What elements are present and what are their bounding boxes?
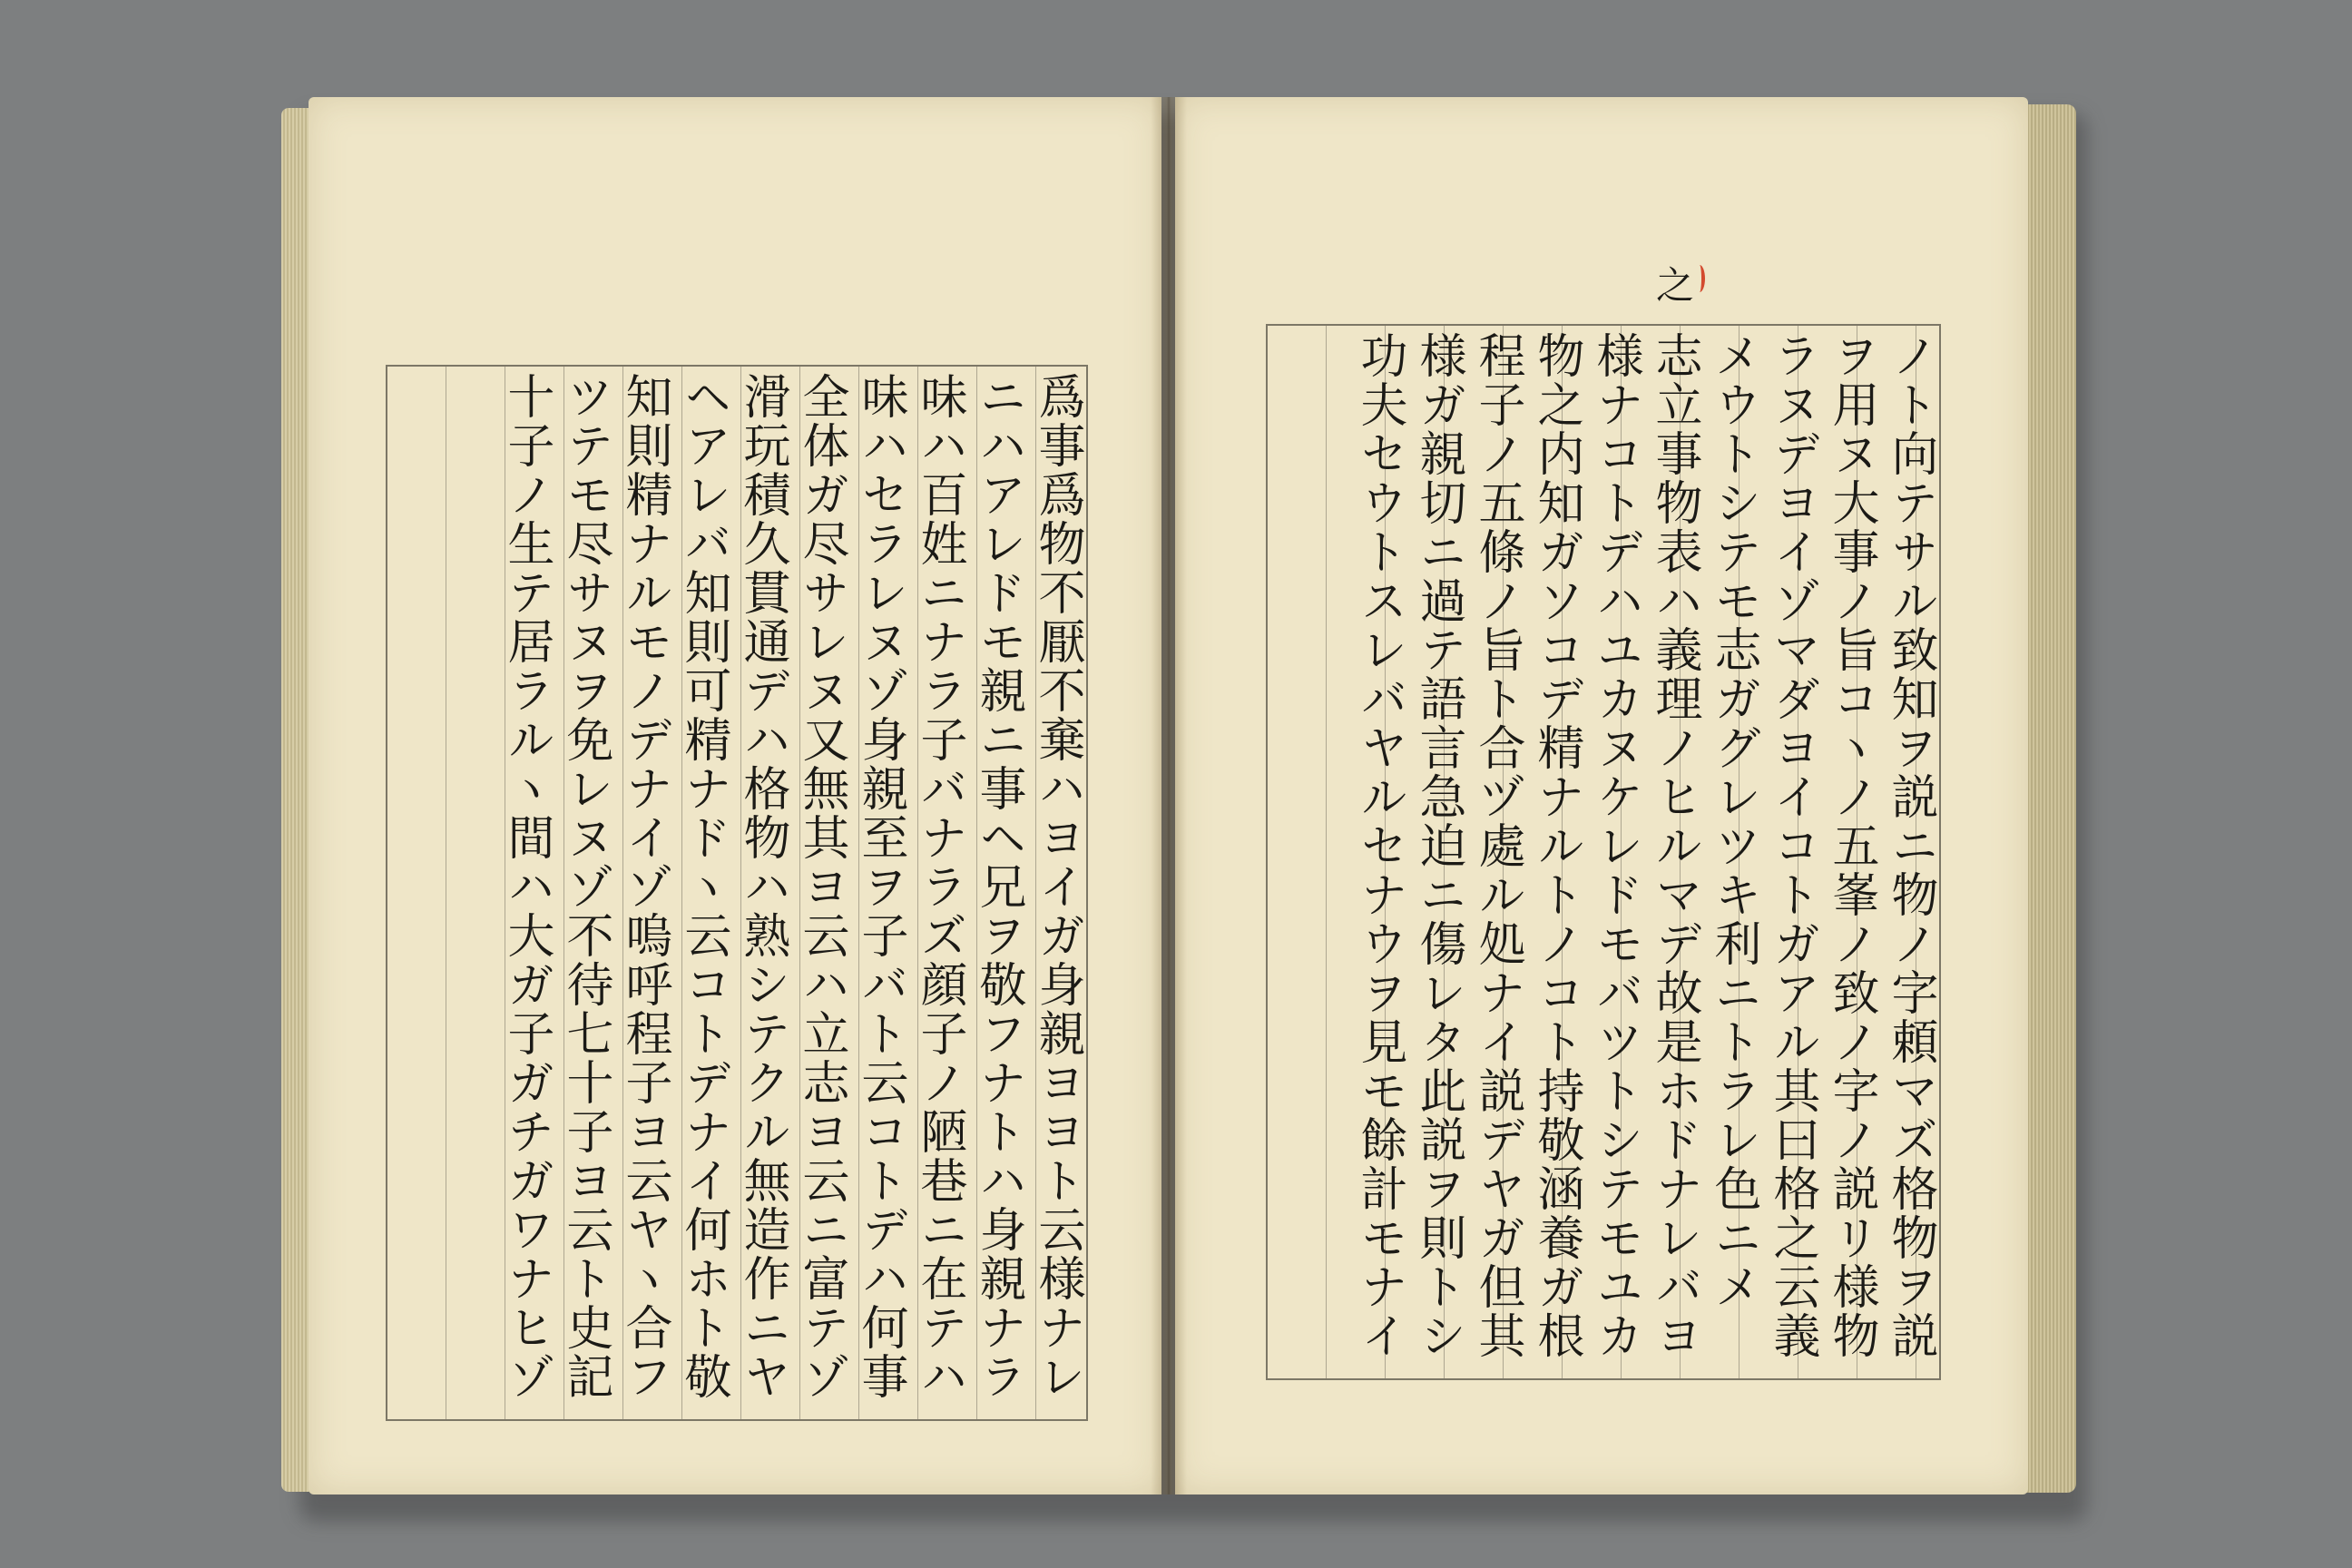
left-page-text-column-10: 十子ノ生テ居ラルヽ間ハ大ガ子ガチガワナヒゾ (499, 372, 554, 1401)
left-text-frame (386, 365, 1088, 1421)
left-page-text-column-2: ニハアレドモ親ニ事ヘ兄ヲ敬フナトハ身親ナラ (971, 372, 1025, 1401)
right-page-edges (2025, 104, 2076, 1493)
right-page-text-column-9: 様ガ親切ニ過テ語言急迫ニ傷レタ此説ヲ則トシ (1411, 331, 1465, 1360)
left-page-text-column-4: 味ハセラレヌゾ身親至ヲ子バト云コトデハ何事 (853, 372, 907, 1401)
right-page-text-column-1: ノト向テサル致知ヲ説ニ物ノ字頼マズ格物ヲ説 (1883, 331, 1937, 1360)
right-page-text-column-5: 志立事物表ハ義理ノヒルマデ故是ホドナレバヨ (1647, 331, 1701, 1360)
left-columns (387, 367, 1086, 1419)
right-page-text-column-6: 様ナコトデハユカヌケレドモバツトシテモユカ (1588, 331, 1642, 1360)
left-page-text-column-3: 味ハ百姓ニナラ子バナラズ顔子ノ陋巷ニ在テハ (912, 372, 966, 1401)
book-gutter (1151, 97, 1187, 1494)
section-marker-red-mark (1694, 265, 1705, 292)
right-page-text-column-4: メウトシテモ志ガグレツキ利ニトラレ色ニメ (1706, 331, 1760, 1311)
right-text-frame (1266, 324, 1941, 1380)
left-page-text-column-5: 全体ガ尽サレヌ又無其ヨ云ハ立志ヨ云ニ富テゾ (794, 372, 848, 1401)
right-page-text-column-8: 程子ノ五條ノ旨ト合ヅ處ル処ナイ説デヤガ但其 (1470, 331, 1524, 1360)
right-page-text-column-10: 功夫セウトスレバヤルセナウヲ見モ餘計モナイ (1352, 331, 1406, 1360)
section-marker: 之 (1656, 263, 1695, 308)
right-page (1175, 97, 2028, 1494)
right-columns (1268, 326, 1939, 1378)
left-page-text-column-6: 滑玩積久貫通デハ格物ハ熟シテクル無造作ニヤ (735, 372, 789, 1401)
left-page (309, 97, 1161, 1494)
open-book (281, 86, 2078, 1511)
left-page-text-column-8: 知則精ナルモノデナイゾ嗚呼程子ヨ云ヤヽ合フ (617, 372, 671, 1401)
right-page-text-column-7: 物之内知ガソコデ精ナルトノコト持敬涵養ガ根 (1529, 331, 1583, 1360)
left-page-edges (281, 108, 312, 1492)
right-page-text-column-3: ラヌデヨイゾマダヨイコトガアル其曰格之云義 (1765, 331, 1819, 1360)
right-page-text-column-2: ヲ用ヌ大事ノ旨コヽノ五峯ノ致ノ字ノ説リ様物 (1824, 331, 1878, 1360)
left-page-text-column-7: ヘアレバ知則可精ナドヽ云コトデナイ何ホト敬 (676, 372, 730, 1401)
left-page-text-column-1: 爲事爲物不厭不棄ハヨイガ身親ヨヨト云様ナレ (1030, 372, 1084, 1401)
left-page-text-column-9: ツテモ尽サヌヲ免レヌゾ不待七十子ヨ云ト史記 (558, 372, 612, 1401)
